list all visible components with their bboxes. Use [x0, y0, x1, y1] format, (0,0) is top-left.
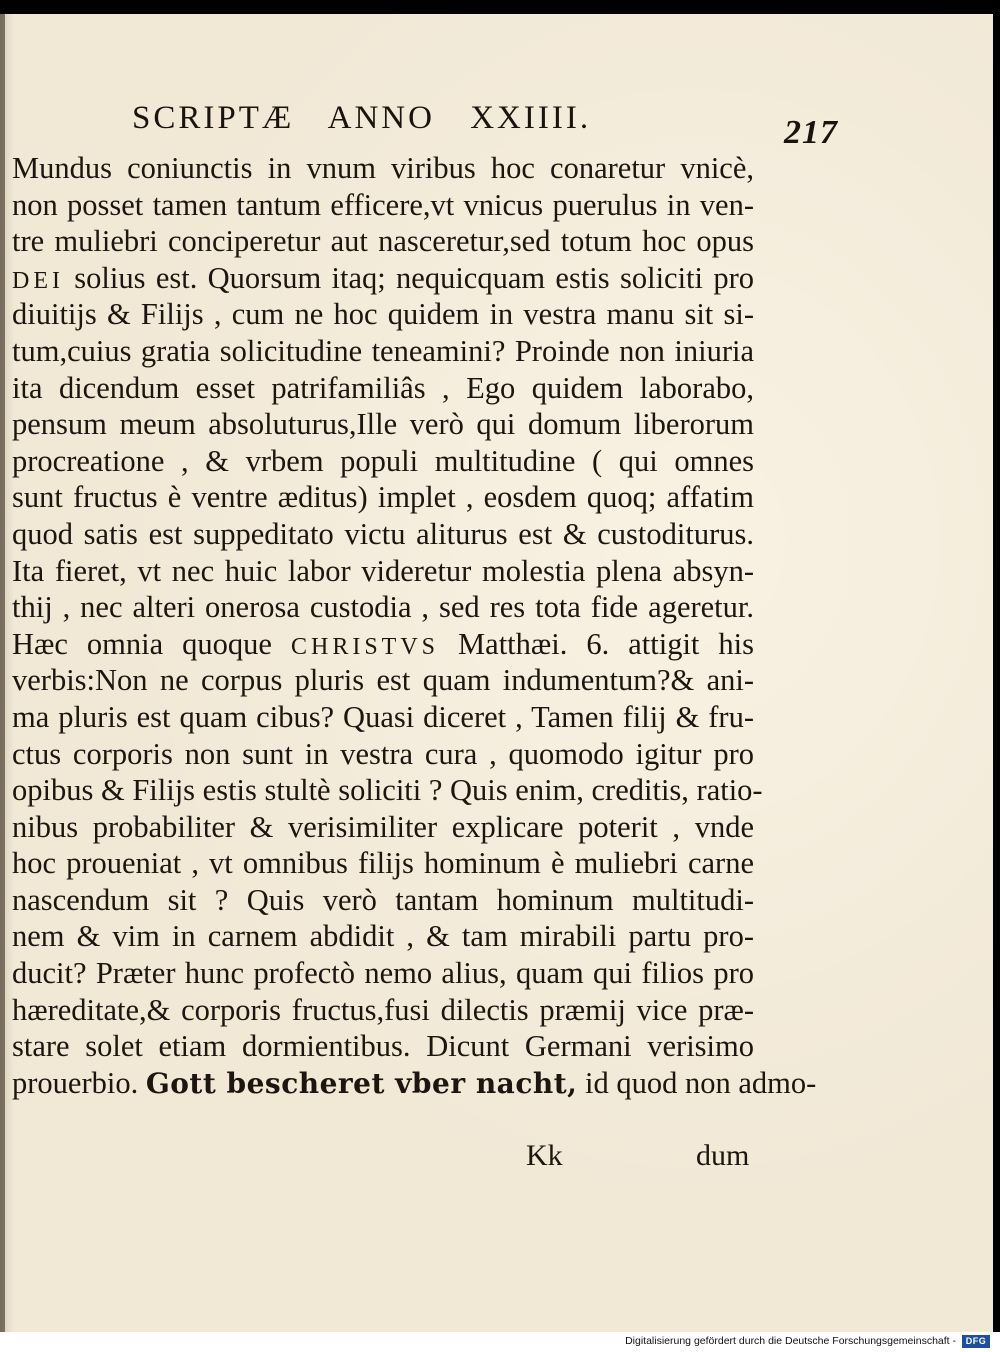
line-rest: Matthæi. 6. attigit his: [439, 626, 754, 661]
text-line: nascendum sit ? Quis verò tantam hominum multitudi-: [12, 882, 754, 917]
text-line: sunt fructus è ventre æditus) implet , eosdem quoq; affatim: [12, 480, 754, 515]
line-rest: solius est. Quorsum itaq; nequicquam estis soliciti pro: [63, 260, 754, 295]
text-line: hæreditate,& corporis fructus,fusi dilectis præmij vice præ-: [12, 992, 754, 1027]
text-line: [12, 1065, 817, 1102]
text-line: quod satis est suppeditato victu aliturus est & custoditurus.: [12, 516, 754, 551]
text-line: tum,cuius gratia solicitudine teneamini? Proinde non iniuria: [12, 333, 754, 368]
scanned-page: [0, 14, 993, 1332]
text-line: hoc proueniat , vt omnibus filijs hominum è muliebri carne: [12, 846, 754, 881]
line-start: Hæc omnia quoque: [12, 626, 291, 661]
text-line: opibus & Filijs estis stultè soliciti ? Quis enim, creditis, ratio-: [12, 773, 763, 808]
text-line: Mundus coniunctis in vnum viribus hoc conaretur vnicè,: [12, 151, 754, 185]
text-line: ctus corporis non sunt in vestra cura , quomodo igitur pro: [12, 736, 754, 771]
page-binding-edge: [0, 14, 5, 1332]
catchword: dum: [696, 1139, 750, 1172]
text-line: ducit? Præter hunc profectò nemo alius, quam qui filios pro: [12, 956, 754, 991]
text-line: non posset tamen tantum efficere,vt vnicus puerulus in ven-: [12, 187, 754, 222]
text-line: [12, 260, 754, 297]
blackletter-phrase: Gott bescheret vber nacht,: [145, 1066, 578, 1100]
text-line: nibus probabiliter & verisimiliter explicare poterit , vnde: [12, 809, 754, 844]
body-text: [12, 150, 817, 1101]
text-line: verbis:Non ne corpus pluris est quam indumentum?& ani-: [12, 663, 754, 698]
text-line: diuitijs & Filijs , cum ne hoc quidem in vestra manu sit si-: [12, 297, 754, 332]
folio-number: 217: [784, 114, 838, 151]
footer-bar: [0, 1332, 1000, 1352]
text-line: thij , nec alteri onerosa custodia , sed res tota fide ageretur.: [12, 590, 754, 625]
text-line: stare solet etiam dormientibus. Dicunt Germani verisimo: [12, 1029, 754, 1064]
running-head: SCRIPTÆ ANNO XXIIII.: [132, 100, 592, 136]
footer-credit: Digitalisierung gefördert durch die Deutsche Forschungsgemeinschaft -: [625, 1335, 956, 1347]
smallcaps-name: DEI: [12, 267, 64, 294]
signature-mark: Kk: [526, 1139, 563, 1172]
line-rest: id quod non admo-: [577, 1065, 817, 1100]
text-line: [12, 626, 754, 663]
text-line: ita dicendum esset patrifamiliâs , Ego quidem laborabo,: [12, 370, 754, 405]
text-line: ma pluris est quam cibus? Quasi diceret , Tamen filij & fru-: [12, 699, 754, 734]
line-start: prouerbio.: [12, 1065, 146, 1100]
text-line: Ita fieret, vt nec huic labor videretur molestia plena absyn-: [12, 553, 754, 588]
smallcaps-name: CHRISTVS: [290, 633, 440, 660]
text-line: nem & vim in carnem abdidit , & tam mirabili partu pro-: [12, 919, 754, 954]
dfg-logo-icon: DFG: [962, 1335, 990, 1348]
text-line: tre muliebri conciperetur aut nasceretur,sed totum hoc opus: [12, 224, 754, 259]
text-line: procreatione , & vrbem populi multitudine ( qui omnes: [12, 443, 754, 478]
text-line: pensum meum absoluturus,Ille verò qui domum liberorum: [12, 407, 754, 442]
